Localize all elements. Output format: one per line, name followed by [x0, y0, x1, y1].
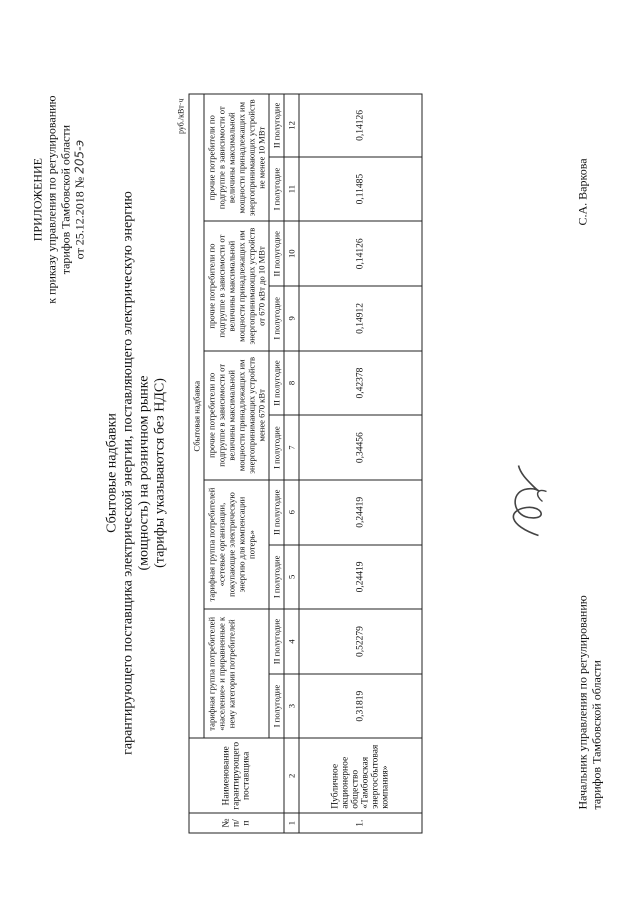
- column-number: 7: [284, 415, 299, 480]
- rate-cell: 0,14126: [299, 94, 422, 157]
- column-number: 6: [284, 479, 299, 544]
- rate-cell: 0,31819: [299, 673, 422, 738]
- header-row-halves: [269, 94, 284, 833]
- column-number: 9: [284, 286, 299, 351]
- header-half: II полугодие: [269, 609, 284, 674]
- signatory-position: [576, 595, 604, 809]
- header-half: I полугодие: [269, 544, 284, 609]
- header-category: тарифная группа потребителей «сетевые организации, покупающие электрическую энергию для компенсации потерь»: [204, 479, 269, 608]
- title-line-2: гарантирующего поставщика электрической энергии, поставляющего электрическую энергию: [120, 190, 136, 755]
- column-number: 4: [284, 609, 299, 674]
- header-category: прочие потребители по подгруппе в зависимости от величины максимальной мощности принадлежащих им энергопринимающих устройств не менее 10 МВт: [204, 94, 269, 221]
- unit-label: руб./кВт·ч: [176, 98, 186, 134]
- table-row: [299, 94, 422, 833]
- handwritten-signature-icon: [499, 455, 559, 545]
- appendix-date: от 25.12.2018 №: [72, 176, 87, 259]
- column-number: 10: [284, 221, 299, 286]
- title-line-4: (тарифы указываются без НДС): [152, 377, 168, 568]
- document-title: [105, 70, 169, 875]
- appendix-title: ПРИЛОЖЕНИЕ: [30, 157, 45, 241]
- row-number: 1.: [299, 813, 422, 833]
- header-row-group: [189, 94, 204, 833]
- header-half: II полугодие: [269, 221, 284, 286]
- rate-cell: 0,14126: [299, 221, 422, 286]
- appendix-order-line: к приказу управления по регулированию: [44, 95, 59, 304]
- appendix-authority-line: тарифов Тамбовской области: [58, 124, 73, 274]
- header-num: № п/п: [189, 813, 284, 833]
- header-row-categories: [204, 94, 269, 833]
- title-line-3: (мощность) на розничном рынке: [136, 375, 152, 570]
- title-line-1: Сбытовые надбавки: [104, 412, 120, 533]
- header-category: прочие потребители по подгруппе в зависимости от величины максимальной мощности принадлежащих им энергопринимающих устройств менее 670 кВт: [204, 350, 269, 479]
- column-number: 12: [284, 94, 299, 157]
- column-number: 3: [284, 673, 299, 738]
- header-half: I полугодие: [269, 673, 284, 738]
- rate-cell: 0,52279: [299, 609, 422, 674]
- header-category: тарифная группа потребителей «население» и приравненные к нему категории потребителей: [204, 609, 269, 738]
- signatory-name: С.А. Варкова: [575, 157, 590, 225]
- column-number: 8: [284, 350, 299, 415]
- column-number-row: [284, 94, 299, 833]
- column-number: 5: [284, 544, 299, 609]
- column-number: 11: [284, 156, 299, 221]
- rate-cell: 0,34456: [299, 415, 422, 480]
- position-line-2: тарифов Тамбовской области: [589, 659, 604, 809]
- appendix-header: [31, 95, 87, 303]
- header-half: II полугодие: [269, 94, 284, 157]
- header-category: прочие потребители по подгруппе в зависимости от величины максимальной мощности принадлежащих им энергопринимающих устройств от 670 кВт до 10 МВт: [204, 221, 269, 350]
- header-half: II полугодие: [269, 479, 284, 544]
- rate-cell: 0,24419: [299, 479, 422, 544]
- handwritten-order-number: 205-э: [72, 139, 87, 174]
- column-number: 1: [284, 813, 299, 833]
- document-page: [21, 30, 621, 875]
- rate-cell: 0,14912: [299, 286, 422, 351]
- rate-cell: 0,42378: [299, 350, 422, 415]
- header-half: I полугодие: [269, 286, 284, 351]
- header-group: Сбытовая надбавка: [189, 94, 204, 738]
- position-line-1: Начальник управления по регулированию: [575, 594, 590, 809]
- supplier-name: Публичное акционерное общество «Тамбовская энергосбытовая компания»: [299, 738, 422, 813]
- rate-cell: 0,11485: [299, 156, 422, 221]
- header-half: I полугодие: [269, 415, 284, 480]
- header-supplier: Наименование гарантирующего поставщика: [189, 738, 284, 813]
- header-half: II полугодие: [269, 350, 284, 415]
- rate-cell: 0,24419: [299, 544, 422, 609]
- column-number: 2: [284, 738, 299, 813]
- header-half: I полугодие: [269, 156, 284, 221]
- appendix-date-line: [73, 95, 87, 303]
- tariff-table: [189, 93, 423, 833]
